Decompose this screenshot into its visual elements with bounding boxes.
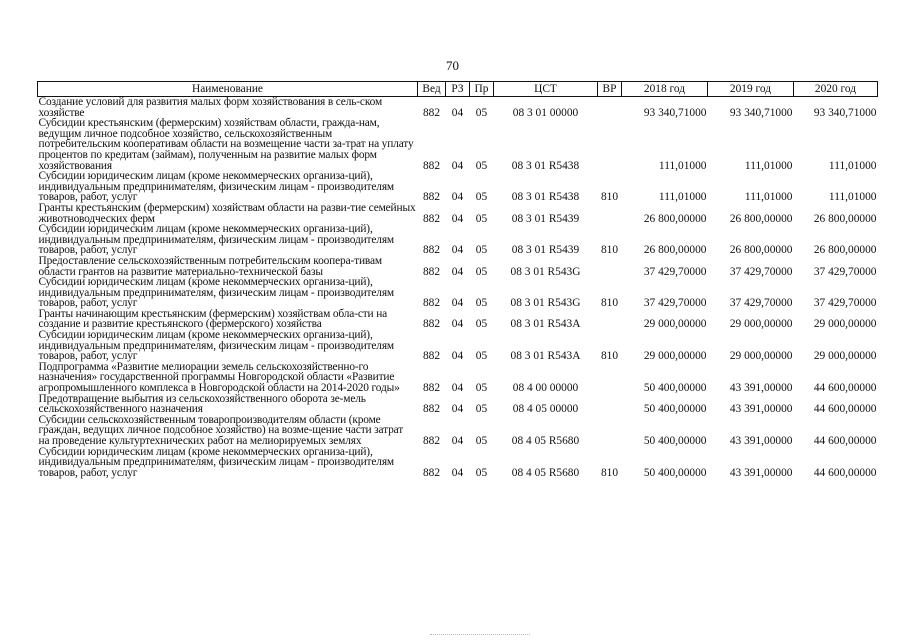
row-2020: 26 800,00000	[813, 212, 877, 225]
row-2019: 43 391,00000	[729, 403, 793, 416]
row-vr: 810	[600, 244, 619, 257]
row-2018: 26 800,00000	[643, 244, 707, 257]
row-ved: 882	[422, 435, 441, 447]
row-vr	[598, 309, 622, 330]
table-header-row	[38, 82, 878, 97]
row-2019: 26 800,00000	[729, 212, 793, 225]
row-rz: 04	[451, 350, 464, 363]
table-row	[38, 277, 878, 309]
row-vr: 810	[600, 466, 619, 479]
row-ved: 882	[422, 212, 441, 225]
col-header-pr: Пр	[470, 82, 494, 97]
row-pr: 05	[475, 159, 488, 172]
row-2018: 37 429,70000	[643, 297, 707, 310]
row-2019: 37 429,70000	[729, 265, 793, 278]
row-2020: 29 000,00000	[813, 318, 877, 331]
row-rz: 04	[451, 403, 464, 416]
row-2018: 111,01000	[658, 191, 707, 204]
row-pr: 05	[475, 350, 488, 363]
row-pr: 05	[475, 435, 488, 447]
row-ved: 882	[422, 403, 441, 416]
row-name: Создание условий для развития малых форм хозяйствования в сель-ском хозяйстве	[38, 96, 383, 119]
row-2018: 111,01000	[658, 159, 707, 172]
row-2019: 43 391,00000	[729, 382, 793, 395]
table-row	[38, 97, 878, 119]
table-row	[38, 171, 878, 203]
row-2019: 29 000,00000	[729, 350, 793, 363]
row-name: Предоставление сельскохозяйственным потребительским коопера-тивам области грантов на развитие материально-технической базы	[38, 254, 382, 278]
col-header-2018: 2018 год	[622, 82, 708, 97]
col-header-vr: ВР	[598, 82, 622, 97]
row-2020: 44 600,00000	[813, 466, 877, 479]
row-name: Гранты начинающим крестьянским (фермерским) хозяйствам обла-сти на создание и развитие крестьянского (фермерского) хозяйства	[38, 307, 388, 331]
row-pr: 05	[475, 212, 488, 225]
row-name: Субсидии юридическим лицам (кроме некоммерческих организа-ций), индивидуальным предпринимателям, физическим лицам - производителям товаров, работ, услуг	[38, 329, 394, 363]
row-name: Субсидии юридическим лицам (кроме некоммерческих организа-ций), индивидуальным предпринимателям, физическим лицам - производителям товаров, работ, услуг	[38, 170, 394, 204]
row-2019: 29 000,00000	[729, 318, 793, 331]
row-ved: 882	[422, 244, 441, 257]
page-number: 70	[446, 58, 459, 73]
col-header-2019: 2019 год	[708, 82, 794, 97]
row-pr: 05	[475, 265, 488, 278]
row-vr: 810	[600, 297, 619, 310]
table-row	[38, 330, 878, 362]
row-vr	[598, 415, 622, 447]
table-row	[38, 118, 878, 171]
budget-table	[37, 81, 878, 478]
row-cst: 08 4 00 00000	[512, 382, 579, 395]
row-vr	[598, 118, 622, 171]
row-cst: 08 4 05 R5680	[511, 435, 580, 447]
row-vr	[598, 256, 622, 277]
row-rz: 04	[451, 191, 464, 204]
row-vr	[598, 97, 622, 119]
row-name: Субсидии сельскохозяйственным товаропроизводителям области (кроме граждан, ведущих личное подсобное хозяйство) на возме-щение части затрат на проведение культуртехнических работ на мелиорируемых землях	[38, 413, 404, 447]
row-ved: 882	[422, 106, 441, 119]
row-rz: 04	[451, 435, 464, 447]
row-name: Субсидии юридическим лицам (кроме некоммерческих организа-ций), индивидуальным предпринимателям, физическим лицам - производителям товаров, работ, услуг	[38, 223, 394, 257]
row-name: Субсидии юридическим лицам (кроме некоммерческих организа-ций), индивидуальным предпринимателям, физическим лицам - производителям товаров, работ, услуг	[38, 445, 394, 479]
row-2020: 111,01000	[828, 159, 877, 172]
row-2018: 37 429,70000	[643, 265, 707, 278]
row-vr: 810	[600, 350, 619, 363]
col-header-2020: 2020 год	[794, 82, 878, 97]
scan-artifact-line	[430, 634, 530, 636]
row-ved: 882	[422, 350, 441, 363]
row-cst: 08 3 01 R5439	[511, 244, 580, 257]
row-2020: 111,01000	[828, 191, 877, 204]
table-row	[38, 309, 878, 330]
row-2018: 50 400,00000	[643, 403, 707, 416]
row-cst: 08 4 05 00000	[512, 403, 579, 416]
row-cst: 08 3 01 00000	[512, 106, 579, 119]
row-ved: 882	[422, 382, 441, 395]
table-row	[38, 224, 878, 256]
row-pr: 05	[475, 297, 488, 310]
row-rz: 04	[451, 297, 464, 310]
row-rz: 04	[451, 265, 464, 278]
row-2018: 50 400,00000	[643, 466, 707, 479]
row-ved: 882	[422, 466, 441, 479]
row-2018: 29 000,00000	[643, 350, 707, 363]
row-vr: 810	[600, 191, 619, 204]
row-ved: 882	[422, 265, 441, 278]
row-2019: 37 429,70000	[729, 297, 793, 310]
table-row	[38, 415, 878, 447]
row-pr: 05	[475, 318, 488, 331]
row-ved: 882	[422, 191, 441, 204]
row-rz: 04	[451, 382, 464, 395]
col-header-name: Наименование	[38, 82, 418, 97]
row-2019: 26 800,00000	[729, 244, 793, 257]
col-header-cst: ЦСТ	[494, 82, 598, 97]
row-rz: 04	[451, 244, 464, 257]
col-header-rz: РЗ	[446, 82, 470, 97]
row-cst: 08 3 01 R543G	[510, 265, 581, 278]
row-rz: 04	[451, 318, 464, 331]
row-pr: 05	[475, 244, 488, 257]
row-2019: 43 391,00000	[729, 466, 793, 479]
row-vr	[598, 394, 622, 415]
row-ved: 882	[422, 297, 441, 310]
row-rz: 04	[451, 466, 464, 479]
table-row	[38, 203, 878, 224]
row-cst: 08 3 01 R5438	[511, 159, 580, 172]
row-2020: 44 600,00000	[813, 403, 877, 416]
row-2020: 37 429,70000	[813, 297, 877, 310]
row-name: Предотвращение выбытия из сельскохозяйственного оборота зе-мель сельскохозяйственного назначения	[38, 392, 366, 416]
row-name: Субсидии крестьянским (фермерским) хозяйствам области, гражда-нам, ведущим личное подсобное хозяйство, сельскохозяйственным потребительским кооперативам области на возмещение части за-трат на уплату процентов по кредитам (займам), полученным на развитие малых форм хозяйствования	[38, 117, 414, 172]
row-2019: 111,01000	[744, 191, 793, 204]
row-2018: 29 000,00000	[643, 318, 707, 331]
row-2018: 93 340,71000	[643, 106, 707, 119]
row-cst: 08 3 01 R5439	[511, 212, 580, 225]
row-2020: 26 800,00000	[813, 244, 877, 257]
row-rz: 04	[451, 159, 464, 172]
row-2018: 26 800,00000	[643, 212, 707, 225]
row-2020: 37 429,70000	[813, 265, 877, 278]
row-rz: 04	[451, 106, 464, 119]
row-2020: 44 600,00000	[813, 435, 877, 447]
col-header-ved: Вед	[418, 82, 446, 97]
row-pr: 05	[475, 191, 488, 204]
row-ved: 882	[422, 318, 441, 331]
table-row	[38, 394, 878, 415]
row-ved: 882	[422, 159, 441, 172]
row-2019: 43 391,00000	[729, 435, 793, 447]
row-2018: 50 400,00000	[643, 382, 707, 395]
row-pr: 05	[475, 466, 488, 479]
row-name: Гранты крестьянским (фермерским) хозяйствам области на разви-тие семейных животноводческих ферм	[38, 201, 416, 225]
row-name: Субсидии юридическим лицам (кроме некоммерческих организа-ций), индивидуальным предпринимателям, физическим лицам - производителям товаров, работ, услуг	[38, 276, 394, 310]
row-vr	[598, 362, 622, 394]
row-pr: 05	[475, 403, 488, 416]
row-pr: 05	[475, 106, 488, 119]
table-row	[38, 256, 878, 277]
table-row	[38, 362, 878, 394]
row-2020: 93 340,71000	[813, 106, 877, 119]
row-cst: 08 3 01 R543A	[510, 318, 581, 331]
row-cst: 08 3 01 R543A	[510, 350, 581, 363]
row-2020: 29 000,00000	[813, 350, 877, 363]
row-cst: 08 3 01 R5438	[511, 191, 580, 204]
row-2019: 93 340,71000	[729, 106, 793, 119]
row-cst: 08 4 05 R5680	[511, 466, 580, 479]
row-2020: 44 600,00000	[813, 382, 877, 395]
row-vr	[598, 203, 622, 224]
row-name: Подпрограмма «Развитие мелиорации земель сельскохозяйственно-го назначения» государственной программы Новгородской области «Развитие агропромышленного комплекса в Новгородской области на 2014-2020 годы»	[38, 360, 400, 395]
row-cst: 08 3 01 R543G	[510, 297, 581, 310]
row-rz: 04	[451, 212, 464, 225]
row-pr: 05	[475, 382, 488, 395]
table-row	[38, 447, 878, 479]
row-2019: 111,01000	[744, 159, 793, 172]
row-2018: 50 400,00000	[643, 435, 707, 447]
